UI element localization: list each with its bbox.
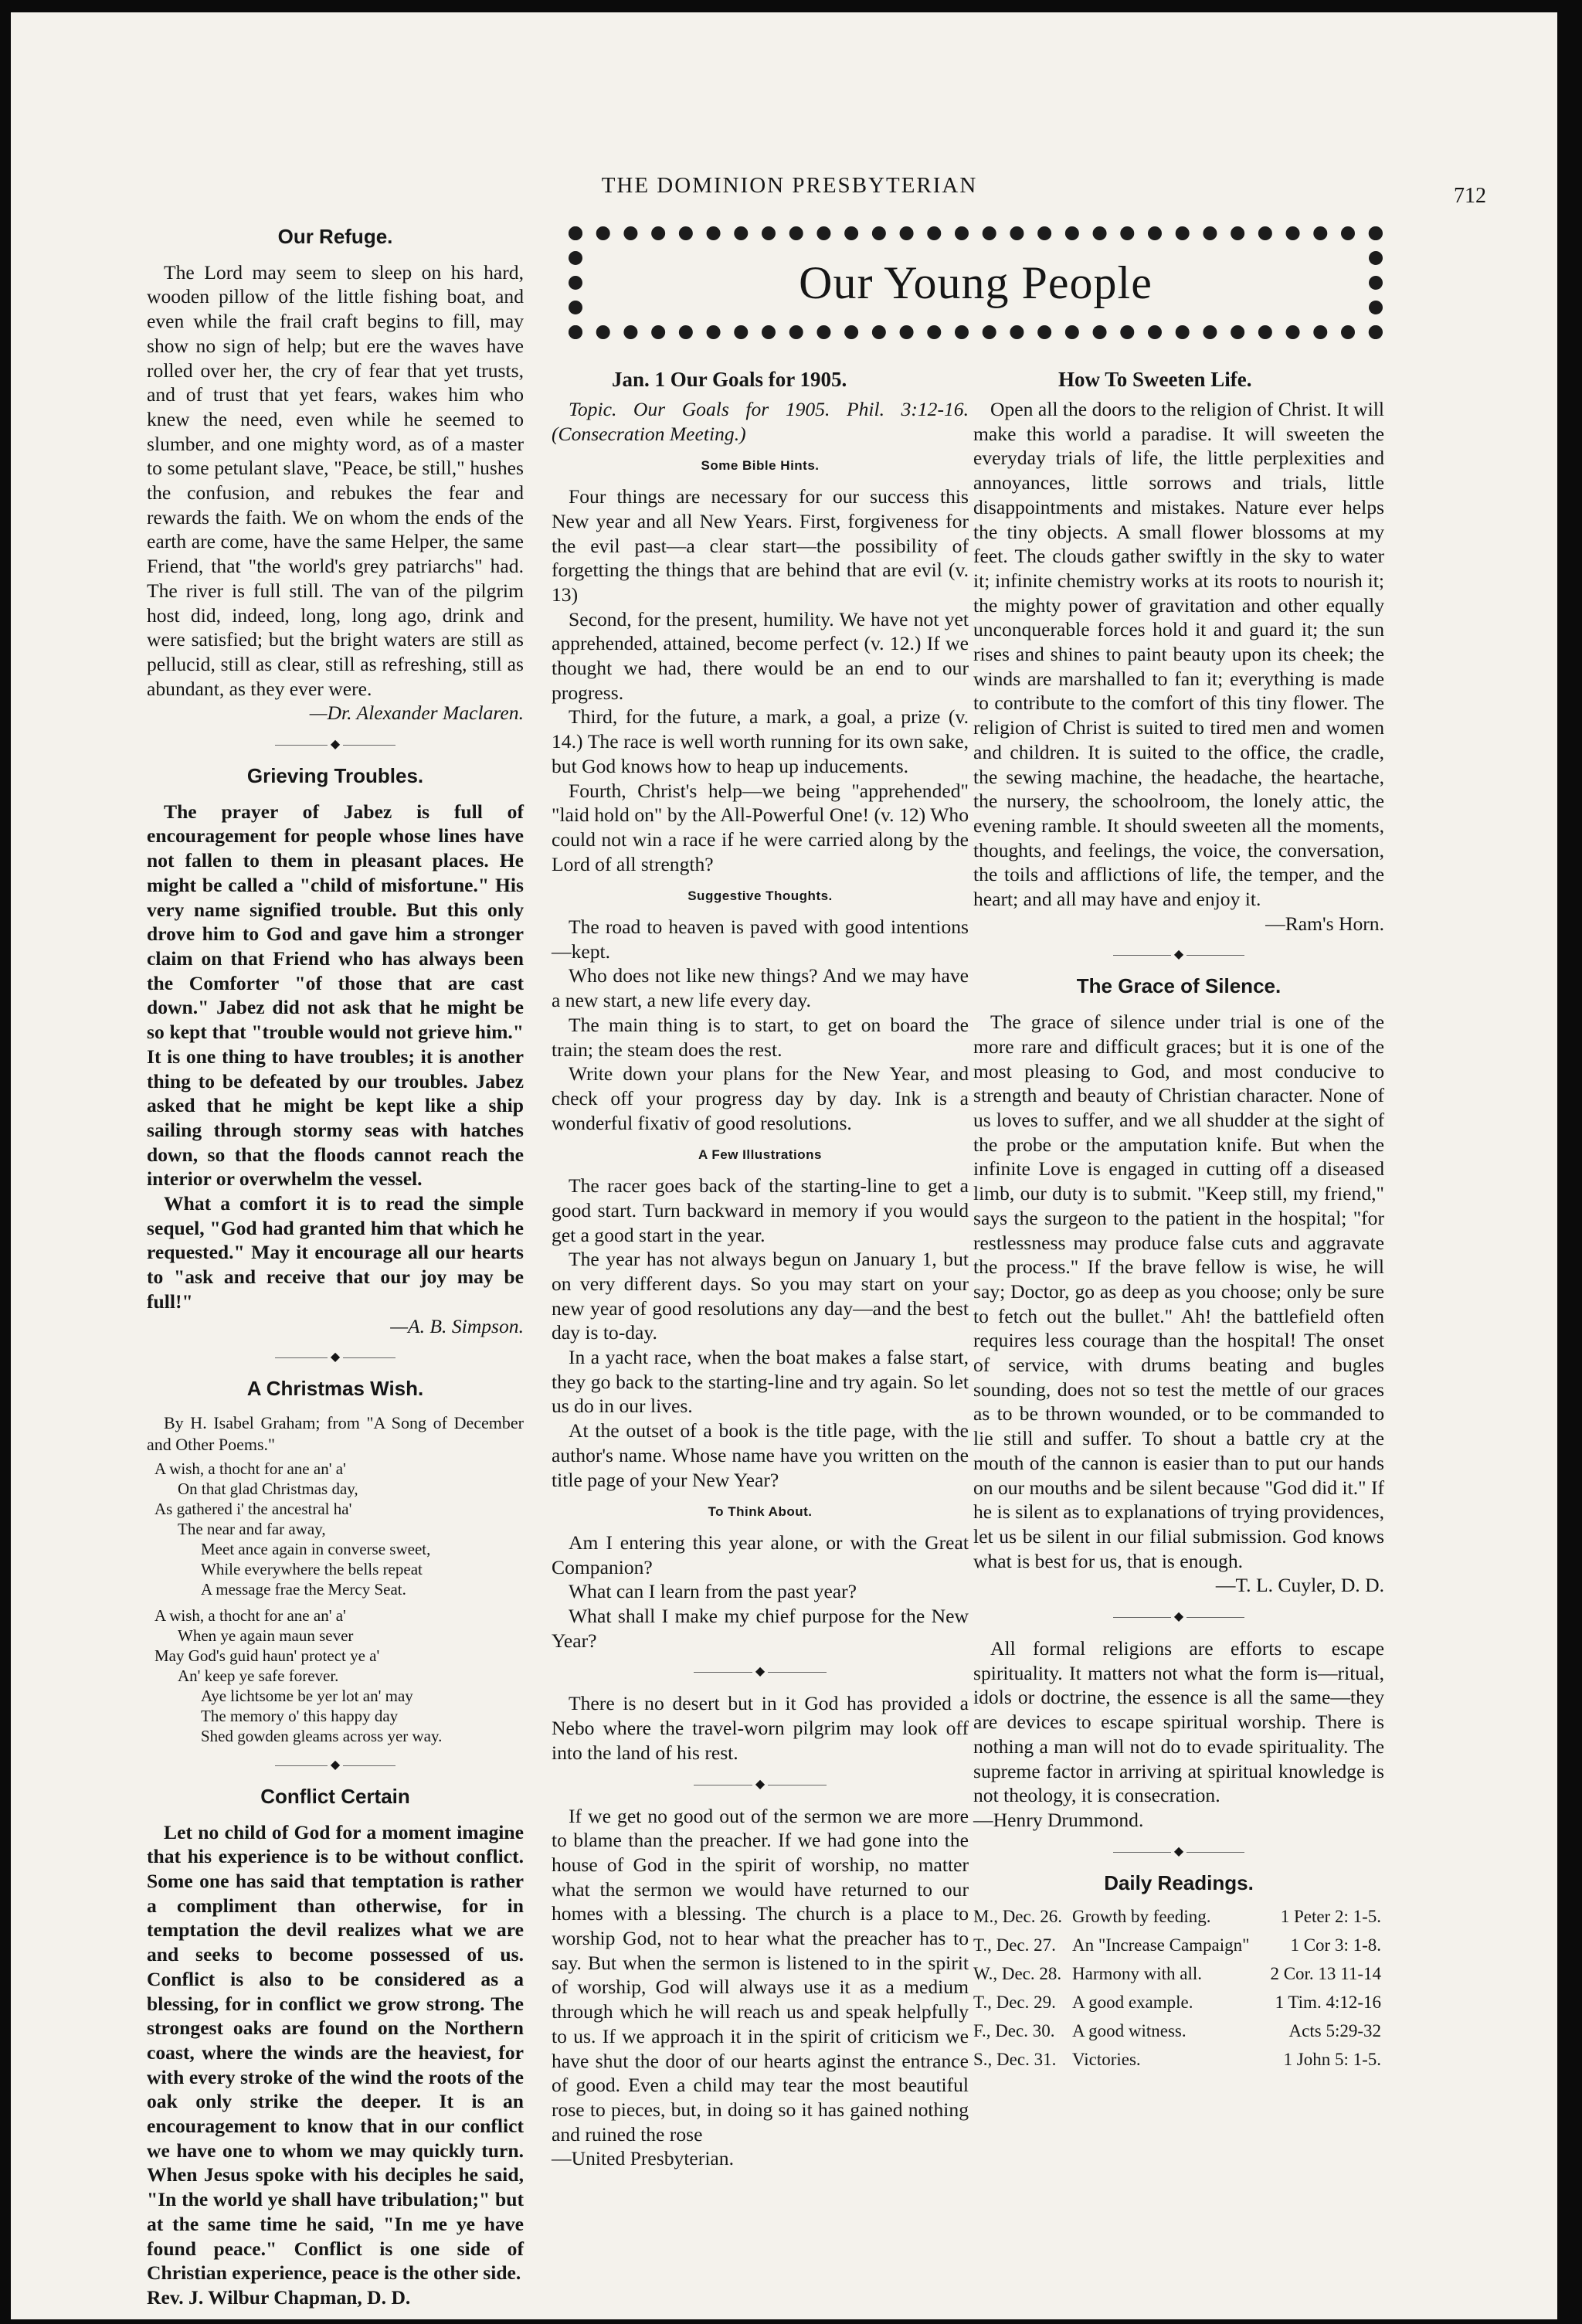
poem-byline: By H. Isabel Graham; from "A Song of December and Other Poems." (147, 1412, 524, 1454)
article-body-grieving-troubles-2: What a comfort it is to read the simple sequel, "God had granted him that which he requested." May it encourage all our hearts to "ask and receive that our joy may be full!" (147, 1192, 524, 1313)
article-body-grieving-troubles: The prayer of Jabez is full of encouragement for people whose lines have not fallen to them in pleasant places. He might be called a "child of misfortune." His very name signified trouble. But this only drove him to God and gave him a stronger claim on that Friend who has always been the Comforter "of those that are cast down." Jabez did not ask that he might be so kept that "trouble would not grieve him." It is one thing to have troubles; it is another thing to be defeated by our troubles. Jabez asked that he might be kept like a ship sailing through stormy seas with hatches down, so that the floods cannot reach the interior or overwhelm the vessel. (147, 800, 524, 1191)
article-title-conflict-certain: Conflict Certain (260, 1784, 410, 1808)
author-signature: —Ram's Horn. (1265, 912, 1384, 935)
author-signature: —T. L. Cuyler, D. D. (1215, 1574, 1384, 1597)
daily-readings-table (973, 1906, 1384, 2078)
poem-line: A wish, a thocht for ane an' a' (154, 1605, 346, 1625)
subsection-title-to-think-about: To Think About. (708, 1504, 813, 1520)
poem-line: Meet ance again in converse sweet, (201, 1539, 431, 1558)
reading-reference: 1 John 5: 1-5. (1283, 2050, 1381, 2070)
lesson-header: Jan. 1 Our Goals for 1905. (612, 368, 847, 391)
author-signature: Rev. J. Wilbur Chapman, D. D. (147, 2286, 411, 2309)
author-signature: —Dr. Alexander Maclaren. (309, 702, 524, 725)
paragraph: Write down your plans for the New Year, and check off your progress day by day. Ink is a wonderful fixativ of good resolutions. (552, 1062, 969, 1134)
section-banner (569, 226, 1383, 339)
article-title-christmas-wish: A Christmas Wish. (246, 1377, 424, 1401)
reading-reference: 2 Cor. 13 11-14 (1270, 1964, 1381, 1984)
article-title-how-to-sweeten-life: How To Sweeten Life. (1058, 368, 1252, 391)
poem-line: As gathered i' the ancestral ha' (154, 1499, 352, 1518)
separator-ornament: ◆ (147, 1347, 524, 1368)
reading-reference: 1 Tim. 4:12-16 (1275, 1993, 1381, 2013)
column-left (147, 225, 524, 2310)
reading-topic: A good example. (1072, 1993, 1193, 2013)
paragraph: What shall I make my chief purpose for the New Year? (552, 1605, 969, 1652)
article-title-our-refuge: Our Refuge. (277, 225, 393, 248)
separator-ornament: ◆ (973, 1842, 1384, 1862)
column-right (973, 397, 1384, 2078)
paragraph: Am I entering this year alone, or with the Great Companion? (552, 1531, 969, 1578)
paragraph: The racer goes back of the starting-line to get a good start. Turn backward in memory if you would get a good start in the year. (552, 1174, 969, 1246)
author-signature: —Henry Drummond. (973, 1808, 1144, 1831)
section-banner-title: Our Young People (799, 257, 1153, 308)
separator-ornament: ◆ (147, 1755, 524, 1775)
reading-day: W., Dec. 28. (973, 1964, 1062, 1984)
reading-reference: 1 Peter 2: 1-5. (1280, 1907, 1381, 1927)
scan-edge (11, 5, 1568, 12)
paragraph: Fourth, Christ's help—we being "apprehended" "laid hold on" by the All-Powerful One! (v. 12) Who could not win a race if he were carried along by the Lord of all strength? (552, 779, 969, 875)
reading-day: F., Dec. 30. (973, 2021, 1055, 2041)
table-row (973, 2020, 1384, 2049)
paragraph: The main thing is to start, to get on board the train; the steam does the rest. (552, 1013, 969, 1061)
subsection-title-bible-hints: Some Bible Hints. (701, 458, 820, 474)
scan-edge (1557, 5, 1568, 2319)
paragraph: Open all the doors to the religion of Christ. It will make this world a paradise. It will sweeten the everyday trials of life, the little perplexities and annoyances, little sorrows and trials, little disappointments and mistakes. Nature ever helps the tiny objects. A small flower blossoms at my feet. The clouds gather swiftly in the sky to water it; infinite chemistry works at its roots to nourish it; the mighty power of gravitation and other equally unconquerable forces hold it and guard it; the sun rises and shines to paint beauty upon its cheek; the winds are marshalled to fan it; everything is made to contribute to the comfort of this tiny flower. The religion of Christ is suited to tired men and women and children. It is suited to the office, the cradle, the sewing machine, the headache, the heartache, the nursery, the schoolroom, the lonely attic, the evening ramble. It should sweeten all the moments, thoughts, and feelings, the voice, the conversation, the toils and afflictions of life, the temper, and the heart; and all may have and enjoy it. (973, 398, 1384, 911)
table-row (973, 1906, 1384, 1935)
paragraph: The grace of silence under trial is one of the more rare and difficult graces; but it is one of the most pleasing to God, and most conducive to strength and beauty of Christian character. None of us loves to suffer, and we all shudder at the sight of the probe or the amputation knife. But when the infinite Love is engaged in cutting off a diseased limb, our duty is to submit. "Keep still, my friend," says the surgeon to the patient in the hospital; "for restlessness may produce false cuts and aggravate the process." If the brave fellow is wise, he will say; Doctor, go as deep as you choose; only be sure to fetch out the bullet." Ah! the battlefield often requires less courage than the hospital! The onset of service, with drums beating and bugles sounding, does not so test the mettle of our graces as to be thrown wounded, or to be commanded to lie still and suffer. To shout a battle cry at the mouth of the cannon is easier than to put our hands on our mouths and be silent because "God did it." If he is silent as to explanations of trying providences, let us be silent in our filial submission. God knows what is best for us, that is enough. (973, 1011, 1384, 1572)
separator-ornament: ◆ (552, 1775, 969, 1795)
paragraph: Who does not like new things? And we may have a new start, a new life every day. (552, 964, 969, 1012)
paragraph: Third, for the future, a mark, a goal, a prize (v. 14.) The race is well worth running for its own sake, but God knows how to heap up inducements. (552, 705, 969, 777)
newspaper-page (11, 5, 1568, 2319)
table-row (973, 1935, 1384, 1963)
subsection-title-illustrations: A Few Illustrations (698, 1147, 822, 1163)
paragraph: What can I learn from the past year? (569, 1580, 857, 1603)
paragraph: All formal religions are efforts to escape spirituality. It matters not what the form is—ritual, idols or doctrine, the essence is all the same—they are devices to escape spiritual worship. There is nothing a man will not do to evade spirituality. The supreme factor in arriving at spiritual knowledge is not theology, it is consecration. (973, 1637, 1384, 1807)
reading-topic: An "Increase Campaign" (1072, 1935, 1250, 1955)
article-title-grieving-troubles: Grieving Troubles. (246, 764, 424, 788)
poem-line: Shed gowden gleams across yer way. (201, 1726, 443, 1745)
poem-line: When ye again maun sever (178, 1626, 354, 1645)
separator-ornament: ◆ (973, 945, 1384, 965)
page-number: 712 (1454, 184, 1486, 208)
reading-day: T., Dec. 29. (973, 1993, 1056, 2013)
article-title-grace-of-silence: The Grace of Silence. (1076, 974, 1282, 998)
reading-day: T., Dec. 27. (973, 1935, 1056, 1955)
article-body-our-refuge: The Lord may seem to sleep on his hard, wooden pillow of the little fishing boat, and even while the frail craft begins to fill, may show no sign of help; but ere the waves have rolled over her, the cry of fear that yet trusts, and of trust that yet fears, wakes him who knew the need, even while he seemed to slumber, and one mighty word, as of a master to some petulant slave, "Peace, be still," hushes the confusion, and rebukes the fear and rewards the faith. We on whom the ends of the earth are come, have the same Helper, the same Friend, that "the world's grey patriarchs" had. The river is full still. The van of the pilgrim host did, indeed, long, long ago, drink and were satisfied; but the bright waters are still as pellucid, still as clear, still as refreshing, still as abundant, as they ever were. (147, 260, 524, 700)
separator-ornament: ◆ (973, 1607, 1384, 1627)
reading-topic: Growth by feeding. (1072, 1907, 1211, 1927)
paragraph: The year has not always begun on January 1, but on very different days. So you may start on your new year of good resolutions any day—and the best day is to-day. (552, 1248, 969, 1344)
poem-body (147, 1459, 524, 1746)
subsection-title-suggestive-thoughts: Suggestive Thoughts. (687, 888, 833, 904)
paragraph: Four things are necessary for our success this New year and all New Years. First, forgiveness for the evil past—a clear start—the possibility of forgetting the things that are behind that are evil (v. 13) (552, 485, 969, 606)
lesson-topic: Topic. Our Goals for 1905. Phil. 3:12-16. (Consecration Meeting.) (552, 398, 969, 445)
poem-line: A message frae the Mercy Seat. (201, 1579, 406, 1599)
table-row (973, 1963, 1384, 1992)
reading-reference: 1 Cor 3: 1-8. (1290, 1935, 1381, 1955)
separator-ornament: ◆ (147, 735, 524, 755)
poem-line: An' keep ye safe forever. (178, 1666, 339, 1685)
poem-line: The memory o' this happy day (201, 1706, 399, 1725)
poem-line: While everywhere the bells repeat (201, 1559, 423, 1578)
reading-reference: Acts 5:29-32 (1288, 2021, 1381, 2041)
poem-line: A wish, a thocht for ane an' a' (154, 1459, 346, 1478)
poem-line: Aye lichtsome be yer lot an' may (201, 1686, 413, 1705)
paragraph: If we get no good out of the sermon we are more to blame than the preacher. If we had gone into the house of God in the spirit of worship, no matter what the sermon we would have returned to our homes with a blessing. The church is a place to worship God, not to hear what the preacher has to say. But when the sermon is listened to in the spirit of worship, God will always use it as a medium through which he will reach us and speak helpfully to us. If we approach it in the spirit of criticism we have shut the door of our hearts aginst the entrance of good. Even a child may tear the most beautiful rose to pieces, but, in doing so it has gained nothing and ruined the rose (552, 1804, 969, 2146)
reading-topic: Victories. (1072, 2050, 1141, 2070)
reading-day: S., Dec. 31. (973, 2050, 1057, 2070)
author-signature: —A. B. Simpson. (390, 1314, 524, 1337)
author-signature: —United Presbyterian. (552, 2147, 734, 2170)
paragraph: In a yacht race, when the boat makes a false start, they go back to the starting-line and try again. So let us do in our lives. (552, 1346, 969, 1418)
reading-topic: A good witness. (1072, 2021, 1186, 2041)
paragraph: Second, for the present, humility. We have not yet apprehended, attained, become perfect (v. 12.) If we thought we had, there would be an end to our progress. (552, 607, 969, 704)
separator-ornament: ◆ (552, 1662, 969, 1682)
column-middle (552, 397, 969, 2171)
table-row (973, 1992, 1384, 2020)
paragraph: There is no desert but in it God has provided a Nebo where the travel-worn pilgrim may look off into the land of his rest. (552, 1692, 969, 1764)
poem-line: The near and far away, (178, 1519, 326, 1538)
paragraph: At the outset of a book is the title page, with the author's name. Whose name have you written on the title page of your New Year? (552, 1419, 969, 1491)
masthead: THE DOMINION PRESBYTERIAN (601, 173, 978, 198)
poem-line: On that glad Christmas day, (178, 1479, 358, 1498)
reading-topic: Harmony with all. (1072, 1964, 1202, 1984)
daily-readings-title: Daily Readings. (1104, 1870, 1254, 1894)
paragraph: The road to heaven is paved with good intentions—kept. (552, 916, 969, 963)
table-row (973, 2049, 1384, 2078)
article-body-conflict-certain: Let no child of God for a moment imagine that his experience is to be without conflict. Some one has said that temptation is rather a compliment than otherwise, for in temptation the devil realizes what we are and seeks to become possessed of us. Conflict is also to be considered as a blessing, for in conflict we grow strong. The strongest oaks are found on the Northern coast, where the winds are the heaviest, for with every stroke of the wind the roots of the oak only strike the deeper. It is an encouragement to know that in our conflict we have one to whom we may quickly turn. When Jesus spoke with his deciples he said, "In the world ye shall have tribulation;" but at the same time he said, "In me ye have found peace." Conflict is one side of Christian experience, peace is the other side. (147, 1820, 524, 2285)
poem-line: May God's guid haun' protect ye a' (154, 1646, 380, 1665)
reading-day: M., Dec. 26. (973, 1907, 1062, 1927)
